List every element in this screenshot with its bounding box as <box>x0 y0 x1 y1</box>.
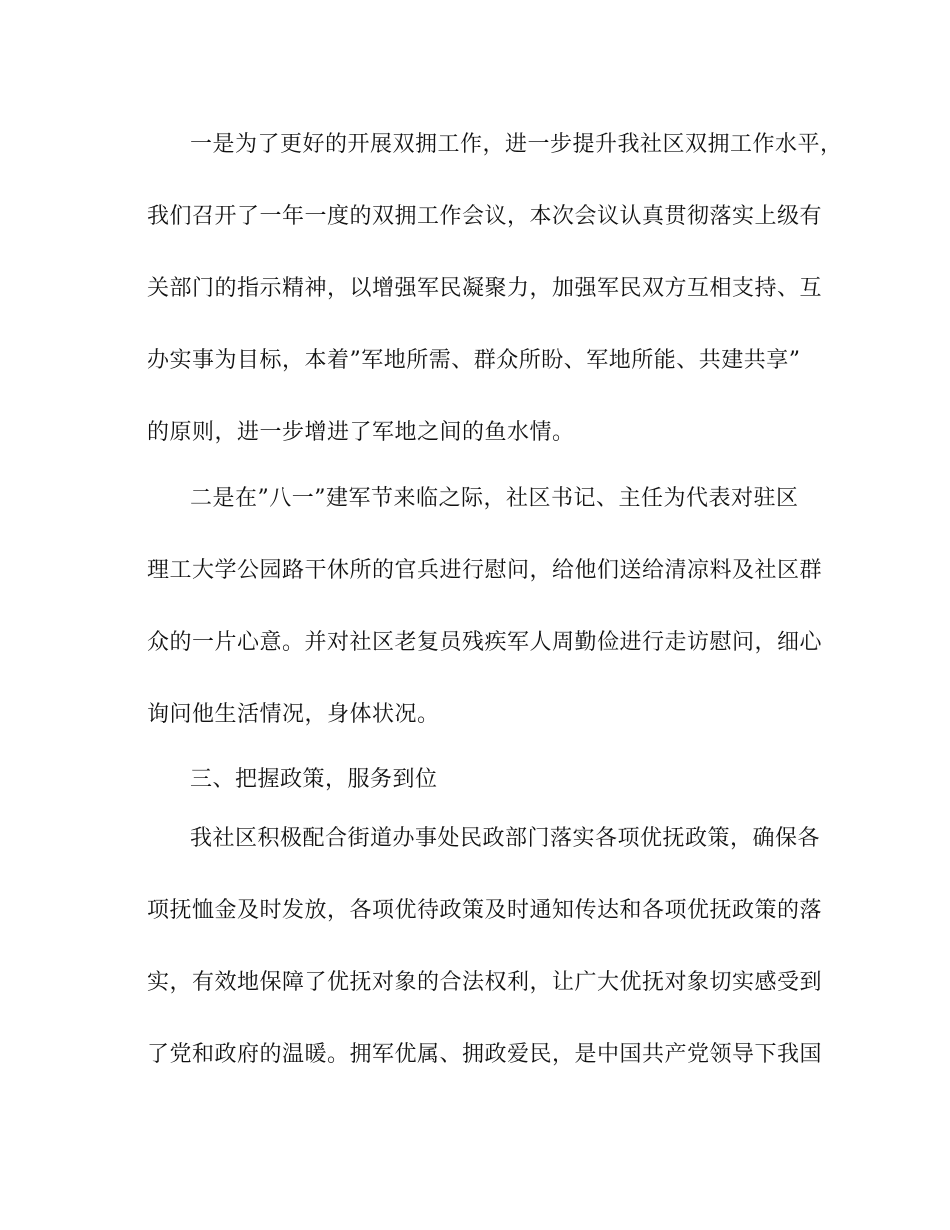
text-line: 我社区积极配合街道办事处民政部门落实各项优抚政策，确保各 <box>190 826 821 851</box>
text-line: 实，有效地保障了优抚对象的合法权利，让广大优抚对象切实感受到 <box>147 970 823 995</box>
text-line: 询问他生活情况，身体状况。 <box>147 702 440 727</box>
text-line: 理工大学公园路干休所的官兵进行慰问，给他们送给清凉料及社区群 <box>147 558 823 583</box>
text-line: 一是为了更好的开展双拥工作，进一步提升我社区双拥工作水平， <box>190 132 843 157</box>
text-line: 关部门的指示精神，以增强军民凝聚力，加强军民双方互相支持、互 <box>147 276 823 301</box>
text-line: 办实事为目标，本着”军地所需、群众所盼、军地所能、共建共享” <box>147 348 801 373</box>
text-line: 众的一片心意。并对社区老复员残疾军人周勤俭进行走访慰问，细心 <box>147 630 823 655</box>
section-heading: 三、把握政策，服务到位 <box>190 767 438 792</box>
text-line: 项抚恤金及时发放，各项优待政策及时通知传达和各项优抚政策的落 <box>147 898 823 923</box>
text-line: 我们召开了一年一度的双拥工作会议，本次会议认真贯彻落实上级有 <box>147 204 823 229</box>
text-line: 的原则，进一步增进了军地之间的鱼水情。 <box>147 420 575 445</box>
text-line: 了党和政府的温暖。拥军优属、拥政爱民，是中国共产党领导下我国 <box>147 1042 823 1067</box>
text-line: 二是在”八一”建军节来临之际，社区书记、主任为代表对驻区 <box>190 486 799 511</box>
